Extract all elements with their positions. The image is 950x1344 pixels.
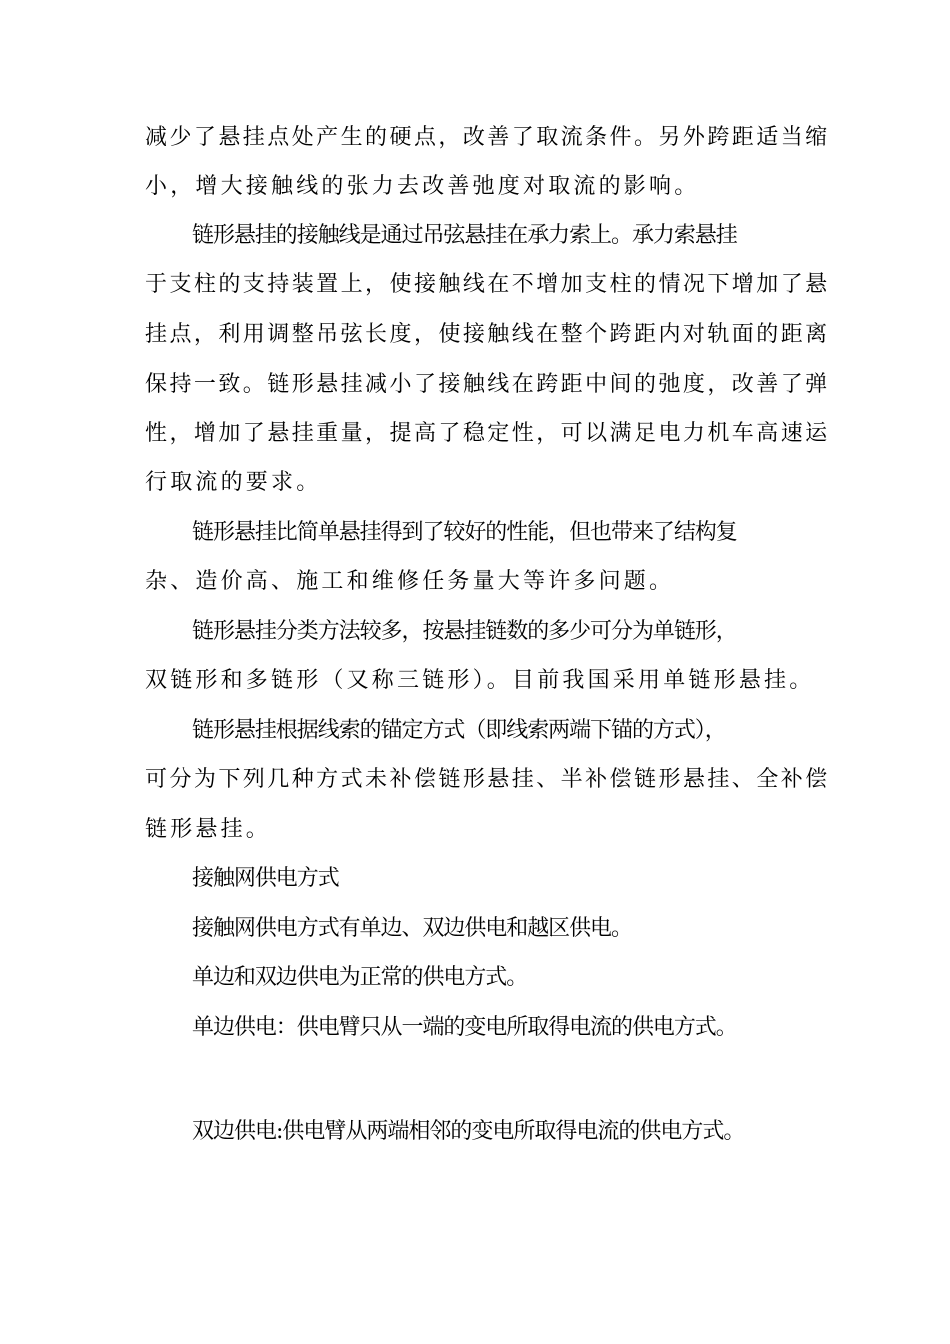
text-line: 行取流的要求。 (145, 470, 322, 495)
paragraph-first-line: 链形悬挂的接触线是通过吊弦悬挂在承力索上。承力索悬挂 (192, 223, 737, 248)
section-heading: 接触网供电方式 (192, 866, 339, 891)
paragraph-first-line: 链形悬挂根据线索的锚定方式（即线索两端下锚的方式）， (192, 718, 726, 743)
paragraph-first-line: 接触网供电方式有单边、双边供电和越区供电。 (192, 916, 632, 941)
text-line: 小，增大接触线的张力去改善弛度对取流的影响。 (145, 174, 700, 199)
text-line: 双链形和多链形（又称三链形）。目前我国采用单链形悬挂。 (145, 668, 815, 693)
paragraph-first-line: 单边和双边供电为正常的供电方式。 (192, 965, 528, 990)
text-line: 链形悬挂。 (145, 817, 272, 842)
paragraph-first-line: 单边供电：供电臂只从一端的变电所取得电流的供电方式。 (192, 1015, 737, 1040)
paragraph-first-line: 链形悬挂比简单悬挂得到了较好的性能，但也带来了结构复 (192, 520, 737, 545)
text-line: 减少了悬挂点处产生的硬点，改善了取流条件。另外跨距适当缩 (145, 125, 830, 150)
text-line: 挂点，利用调整吊弦长度，使接触线在整个跨距内对轨面的距离 (145, 322, 830, 347)
text-line: 性，增加了悬挂重量，提高了稳定性，可以满足电力机车高速运 (145, 421, 830, 446)
paragraph-first-line: 双边供电:供电臂从两端相邻的变电所取得电流的供电方式。 (192, 1119, 745, 1144)
text-line: 杂、造价高、施工和维修任务量大等许多问题。 (145, 569, 675, 594)
text-line: 于支柱的支持装置上，使接触线在不增加支柱的情况下增加了悬 (145, 272, 830, 297)
text-line: 保持一致。链形悬挂减小了接触线在跨距中间的弛度，改善了弹 (145, 372, 830, 397)
text-line: 可分为下列几种方式未补偿链形悬挂、半补偿链形悬挂、全补偿 (145, 767, 830, 792)
paragraph-first-line: 链形悬挂分类方法较多，按悬挂链数的多少可分为单链形， (192, 619, 737, 644)
